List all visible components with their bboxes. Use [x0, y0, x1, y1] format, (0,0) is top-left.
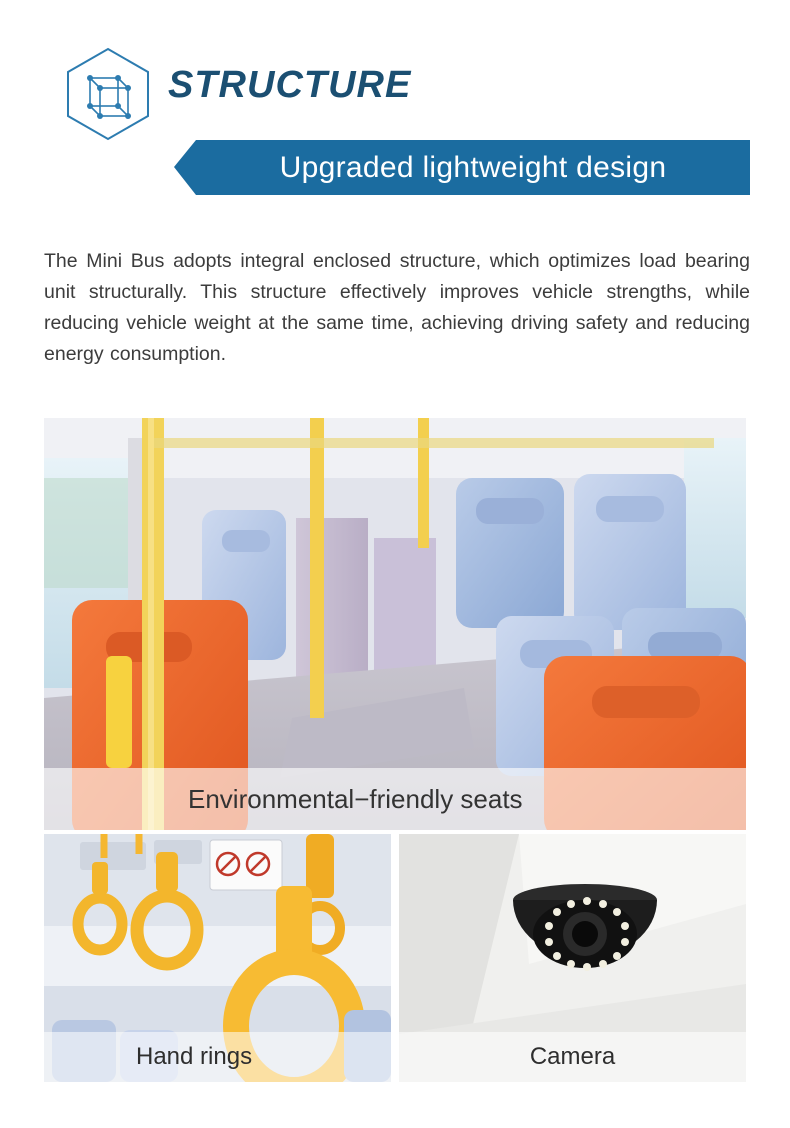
body-paragraph: The Mini Bus adopts integral enclosed structure, which optimizes load bearing unit structurally. This structure effectively improves vehicle strengths, while reducing vehicle weight at the same time, achieving driving safety and reducing energy consumption.	[44, 250, 750, 365]
caption-band-left	[44, 1032, 391, 1082]
caption-band-right	[399, 1032, 746, 1082]
page-title: STRUCTURE	[168, 64, 412, 106]
photo-bus-interior	[44, 418, 746, 830]
subtitle-text: Upgraded lightweight design	[279, 150, 667, 184]
caption-hand-rings: Hand rings	[136, 1043, 253, 1070]
photo-camera	[399, 834, 746, 1082]
subtitle-banner	[196, 140, 750, 195]
caption-main: Environmental−friendly seats	[188, 783, 523, 814]
photo-row	[44, 834, 746, 1082]
photo-hand-rings	[44, 834, 391, 1082]
cube-wireframe-icon	[64, 46, 152, 142]
page-header	[0, 0, 790, 200]
caption-camera: Camera	[529, 1043, 616, 1070]
caption-band-main	[44, 768, 746, 830]
